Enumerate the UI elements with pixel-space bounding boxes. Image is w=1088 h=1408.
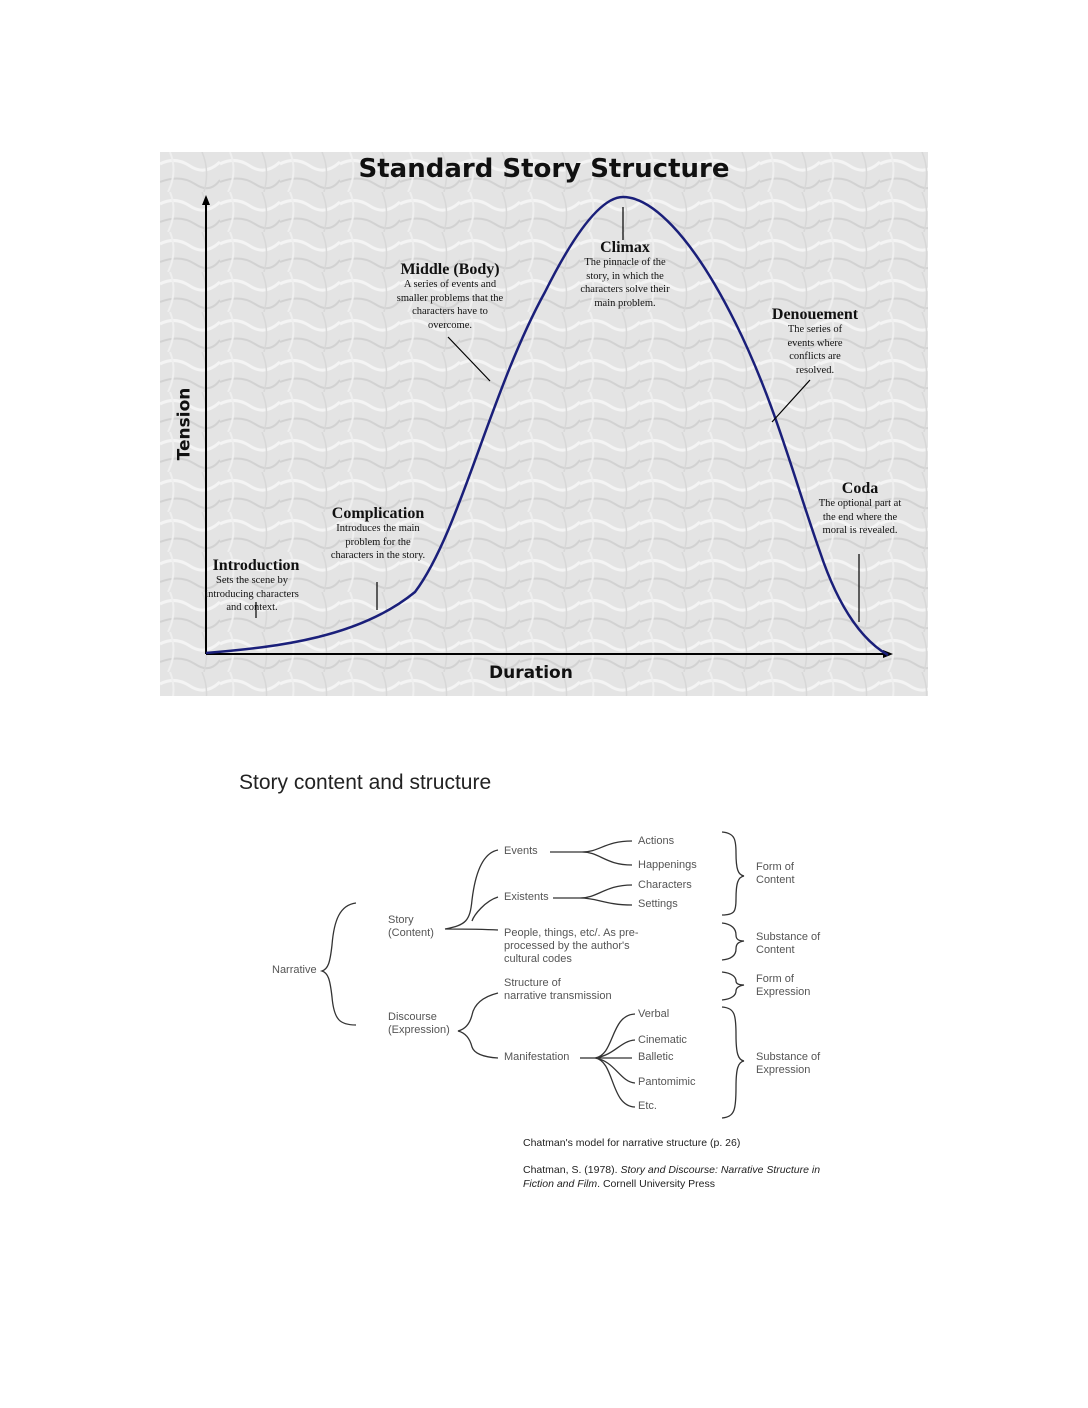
etc-label: Etc. <box>638 1100 657 1112</box>
stage-complication <box>323 506 433 563</box>
form-of-expression-label: Form of Expression <box>756 973 811 998</box>
substance-of-content-label: Substance of Content <box>756 931 821 956</box>
diagram-title: Standard Story Structure <box>358 154 730 184</box>
verbal-label: Verbal <box>638 1008 670 1020</box>
cinematic-label: Cinematic <box>638 1034 687 1046</box>
citation-title-part-1: Story and Discourse: Narrative Structure in <box>620 1164 821 1176</box>
story-arc-diagram <box>160 152 928 696</box>
stage-description: The series of events where conflicts are resolved. <box>787 324 843 376</box>
stage-middle <box>390 262 510 332</box>
settings-label: Settings <box>638 898 678 910</box>
story-brace <box>445 850 498 930</box>
happenings-label: Happenings <box>638 859 697 871</box>
manifestation-branch <box>595 1014 635 1107</box>
stage-title: Climax <box>600 239 650 256</box>
section-heading: Story content and structure <box>239 771 492 794</box>
stage-title: Complication <box>331 505 425 522</box>
substance-of-content-brace <box>722 923 744 960</box>
events-label: Events <box>504 845 538 857</box>
figure-caption: Chatman's model for narrative structure (p. 26) <box>523 1137 741 1149</box>
form-of-content-label: Form of Content <box>756 861 795 886</box>
stage-title: Denouement <box>771 306 859 323</box>
stage-coda <box>810 481 910 538</box>
citation-line-2 <box>523 1177 715 1191</box>
narrative-brace <box>322 903 356 1025</box>
actions-label: Actions <box>638 835 675 847</box>
narrative-label: Narrative <box>272 964 317 976</box>
stage-description: The optional part at the end where the moral is revealed. <box>818 498 902 536</box>
events-branch <box>582 841 632 865</box>
stage-title: Middle (Body) <box>400 261 500 278</box>
stage-description: A series of events and smaller problems that the characters have to overcome. <box>396 279 504 331</box>
form-of-expression-brace <box>722 972 744 1000</box>
stage-title: Coda <box>841 480 879 497</box>
citation-publisher: . Cornell University Press <box>597 1178 715 1190</box>
y-axis-label: Tension <box>174 387 195 461</box>
form-of-content-brace <box>722 832 744 915</box>
existents-label: Existents <box>504 891 549 903</box>
substance-of-expression-label: Substance of Expression <box>756 1051 821 1076</box>
stage-description: The pinnacle of the story, in which the characters solve their main problem. <box>580 257 670 309</box>
citation-line-1 <box>523 1163 820 1177</box>
people-things-label: People, things, etc/. As pre- processed by the author's cultural codes <box>504 927 639 965</box>
citation-author: Chatman, S. (1978). <box>523 1164 621 1176</box>
stage-title: Introduction <box>212 557 300 574</box>
substance-of-expression-brace <box>722 1007 744 1118</box>
story-label: Story (Content) <box>388 914 434 939</box>
stage-denouement <box>758 307 872 377</box>
x-axis-label: Duration <box>489 663 573 683</box>
balletic-label: Balletic <box>638 1051 674 1063</box>
stage-introduction <box>204 558 308 615</box>
characters-label: Characters <box>638 879 692 891</box>
discourse-label: Discourse (Expression) <box>388 1011 450 1036</box>
manifestation-label: Manifestation <box>504 1051 570 1063</box>
stage-description: Introduces the main problem for the characters in the story. <box>330 523 426 561</box>
pantomimic-label: Pantomimic <box>638 1076 696 1088</box>
existents-branch <box>580 885 632 905</box>
structure-label: Structure of narrative transmission <box>504 977 612 1002</box>
citation-title-part-2: Fiction and Film <box>523 1178 598 1190</box>
stage-climax <box>570 240 680 310</box>
stage-description: Sets the scene by introducing characters and context. <box>205 575 299 613</box>
discourse-brace <box>458 993 498 1058</box>
